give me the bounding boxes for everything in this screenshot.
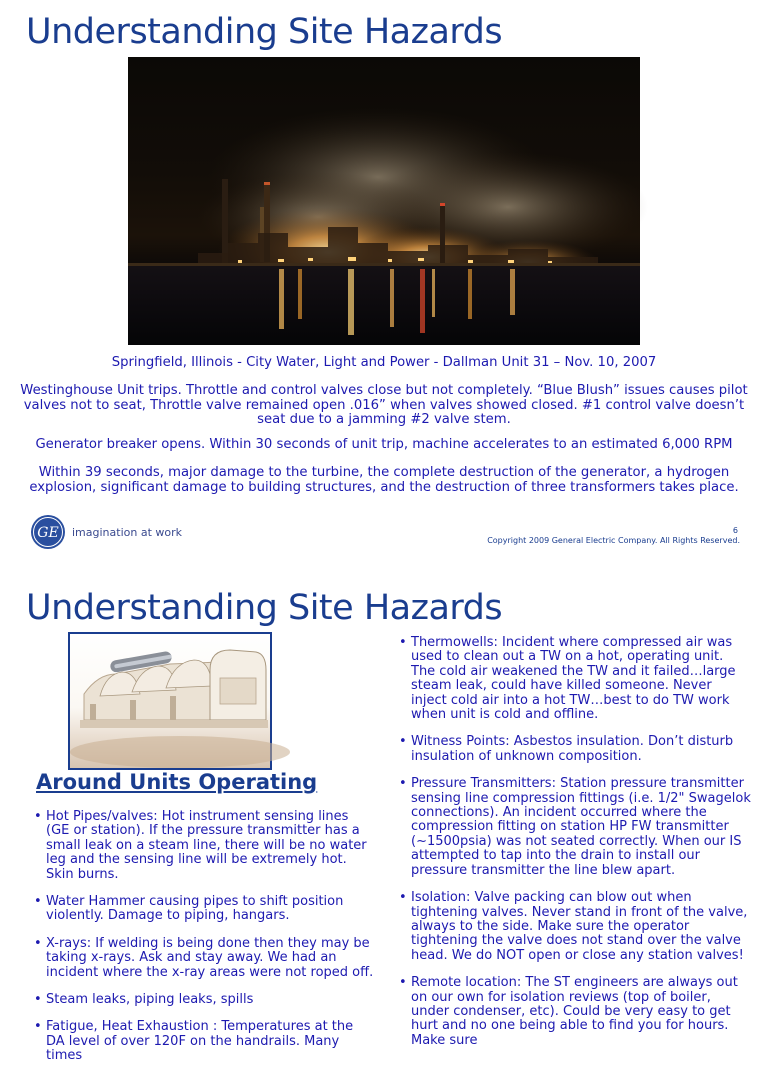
slide-2 bbox=[0, 568, 768, 1064]
list-item: • Thermowells: Incident where compressed air was used to clean out a TW on a hot, operating unit. The cold air weakened the TW and it failed…large steam leak, could have killed someone. Never inject cold air into a hot TW…best to do TW work when unit is cold and offline. bbox=[399, 636, 751, 722]
slide-1-title: Understanding Site Hazards bbox=[26, 12, 503, 52]
tagline: imagination at work bbox=[72, 526, 182, 539]
copyright-notice: Copyright 2009 General Electric Company. All Rights Reserved. bbox=[487, 536, 740, 545]
list-item: • Remote location: The ST engineers are always out on our own for isolation reviews (top of boiler, under condenser, etc). Could be very easy to get hurt and no one being able to find you for hours. Make sure bbox=[399, 976, 751, 1048]
page-number: 6 bbox=[732, 526, 738, 535]
slide-2-title: Understanding Site Hazards bbox=[26, 588, 503, 628]
list-item: • Hot Pipes/valves: Hot instrument sensing lines (GE or station). If the pressure transmitter has a small leak on a steam line, there will be no water leg and the sensing line will be extremely hot. Skin burns. bbox=[34, 810, 374, 882]
right-bullet-list bbox=[399, 636, 751, 1061]
list-item: • Steam leaks, piping leaks, spills bbox=[34, 993, 374, 1007]
list-item: • X-rays: If welding is being done then they may be taking x-rays. Ask and stay away. We had an incident where the x-ray areas were not roped off. bbox=[34, 937, 374, 980]
incident-paragraph-3: Within 39 seconds, major damage to the turbine, the complete destruction of the generator, a hydrogen explosion, significant damage to building structures, and the destruction of three transformers takes place. bbox=[29, 465, 739, 495]
photo-caption: Springfield, Illinois - City Water, Light and Power - Dallman Unit 31 – Nov. 10, 2007 bbox=[111, 355, 657, 370]
ge-logo-icon bbox=[30, 514, 66, 550]
section-subheading: Around Units Operating bbox=[36, 770, 318, 794]
left-bullet-list bbox=[34, 810, 374, 1077]
incident-paragraph-1: Westinghouse Unit trips. Throttle and control valves close but not completely. “Blue Blush” issues causes pilot valves not to seat, Throttle valve remained open .016” when valves showed closed. #1 control valve doesn’t seat due to a jamming #2 valve stem. bbox=[20, 383, 748, 427]
steam-turbine-image bbox=[68, 632, 272, 770]
list-item: • Fatigue, Heat Exhaustion : Temperatures at the DA level of over 120F on the handrails. Many times bbox=[34, 1020, 374, 1063]
ge-logo-text: GE bbox=[37, 525, 59, 541]
list-item: • Water Hammer causing pipes to shift position violently. Damage to piping, hangars. bbox=[34, 895, 374, 924]
list-item: • Pressure Transmitters: Station pressure transmitter sensing line compression fittings (i.e. 1/2" Swagelok connections). An incident occurred where the compression fitting on station HP FW transmitter (~1500psia) was not seated correctly. When our IS attempted to tap into the drain to install our pressure transmitter the line blew apart. bbox=[399, 777, 751, 878]
list-item: • Witness Points: Asbestos insulation. Don’t disturb insulation of unknown composition. bbox=[399, 735, 751, 764]
power-plant-night-photo bbox=[128, 57, 640, 345]
incident-paragraph-2: Generator breaker opens. Within 30 seconds of unit trip, machine accelerates to an estimated 6,000 RPM bbox=[35, 437, 733, 452]
list-item: • Isolation: Valve packing can blow out when tightening valves. Never stand in front of the valve, always to the side. Make sure the operator tightening the valve does not stand over the valve head. We do NOT open or close any station valves! bbox=[399, 891, 751, 963]
